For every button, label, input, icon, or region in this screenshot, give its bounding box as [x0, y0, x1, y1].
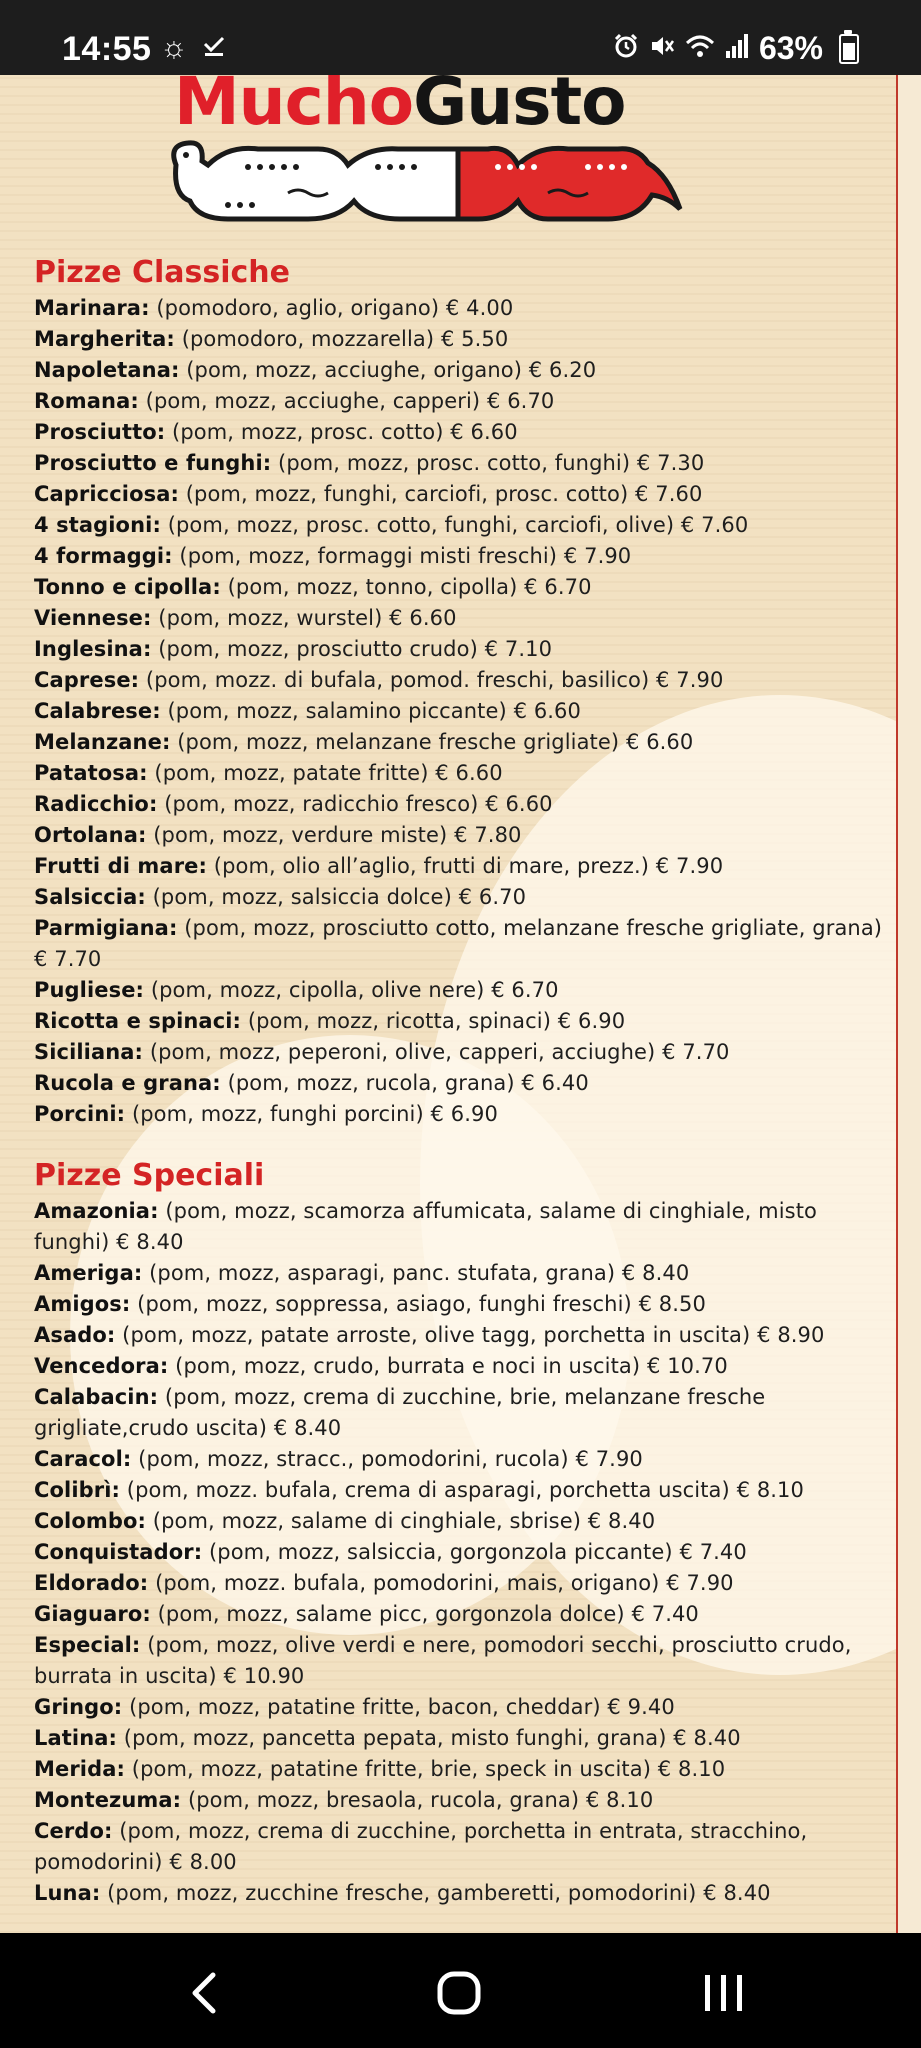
menu-item-name: Marinara:	[34, 296, 150, 320]
logo	[168, 75, 688, 225]
navigation-bar	[0, 1933, 921, 2048]
menu-item-name: Prosciutto e funghi:	[34, 451, 272, 475]
menu-item	[34, 1754, 894, 1785]
menu-item-description: (pom, mozz, crudo, burrata e noci in uscita) € 10.70	[168, 1354, 728, 1378]
menu-item	[34, 293, 894, 324]
menu-item	[34, 572, 894, 603]
menu-item-description: (pom, mozz, rucola, grana) € 6.40	[220, 1071, 589, 1095]
signal-icon	[725, 30, 749, 67]
menu-item	[34, 789, 894, 820]
menu-item-description: (pom, mozz, acciughe, origano) € 6.20	[179, 358, 597, 382]
menu-item-description: (pom, mozz, asparagi, panc. stufata, grana) € 8.40	[142, 1261, 690, 1285]
menu-item-description: (pom, mozz, prosciutto cotto, melanzane fresche grigliate, grana) € 7.70	[34, 916, 883, 971]
status-time: 14:55	[62, 30, 152, 68]
menu-item-description: (pom, mozz, salsiccia, gorgonzola piccante) € 7.40	[202, 1540, 747, 1564]
menu-item	[34, 603, 894, 634]
menu-item	[34, 1258, 894, 1289]
logo-snake-icon	[168, 135, 688, 225]
menu-item	[34, 1723, 894, 1754]
menu-item-name: Especial:	[34, 1633, 141, 1657]
menu-item-description: (pom, mozz, formaggi misti freschi) € 7.90	[172, 544, 632, 568]
menu-item-description: (pom, mozz, scamorza affumicata, salame di cinghiale, misto funghi) € 8.40	[34, 1199, 817, 1254]
menu-item-description: (pom, mozz, salame picc, gorgonzola dolce) € 7.40	[150, 1602, 699, 1626]
menu-item-name: Calabrese:	[34, 699, 161, 723]
menu-item	[34, 1196, 894, 1258]
menu-item-description: (pom, mozz, salame di cinghiale, sbrise) € 8.40	[146, 1509, 656, 1533]
menu-item-name: Rucola e grana:	[34, 1071, 221, 1095]
menu-item-description: (pom, mozz, ricotta, spinaci) € 6.90	[241, 1009, 626, 1033]
menu-item	[34, 665, 894, 696]
menu-item-name: Parmigiana:	[34, 916, 178, 940]
menu-item-name: Inglesina:	[34, 637, 152, 661]
menu-item-description: (pom, mozz, prosc. cotto, funghi, carciofi, olive) € 7.60	[160, 513, 749, 537]
menu-item-name: Latina:	[34, 1726, 118, 1750]
menu-item-name: Conquistador:	[34, 1540, 203, 1564]
battery-percent: 63%	[758, 30, 823, 66]
menu-item-name: Prosciutto:	[34, 420, 166, 444]
menu-item-name: Amazonia:	[34, 1199, 159, 1223]
menu-content	[34, 255, 894, 1909]
menu-item-description: (pomodoro, aglio, origano) € 4.00	[149, 296, 514, 320]
menu-item-name: 4 stagioni:	[34, 513, 161, 537]
menu-item-name: Ortolana:	[34, 823, 147, 847]
menu-item	[34, 851, 894, 882]
menu-item-name: Capricciosa:	[34, 482, 179, 506]
menu-item-description: (pom, mozz, crema di zucchine, porchetta in entrata, stracchino, pomodorini) € 8.00	[34, 1819, 808, 1874]
menu-item-description: (pom, mozz, patatine fritte, bacon, cheddar) € 9.40	[122, 1695, 675, 1719]
menu-item-description: (pom, mozz, funghi porcini) € 6.90	[125, 1102, 498, 1126]
section-title: Pizze Classiche	[34, 255, 291, 290]
menu-item-name: Melanzane:	[34, 730, 171, 754]
menu-item-name: Cerdo:	[34, 1819, 113, 1843]
menu-item-name: Radicchio:	[34, 792, 158, 816]
menu-item-description: (pom, mozz, patate fritte) € 6.60	[147, 761, 503, 785]
menu-item-name: Colombo:	[34, 1509, 147, 1533]
status-right-icons	[613, 30, 859, 67]
menu-item	[34, 1382, 894, 1444]
menu-item	[34, 1506, 894, 1537]
menu-item-name: Calabacin:	[34, 1385, 159, 1409]
sun-icon: ☼	[160, 31, 188, 64]
menu-item	[34, 355, 894, 386]
status-left-icons	[160, 31, 226, 65]
menu-item-description: (pom, mozz. di bufala, pomod. freschi, basilico) € 7.90	[139, 668, 724, 692]
menu-item-name: Salsiccia:	[34, 885, 146, 909]
menu-item	[34, 1068, 894, 1099]
menu-page[interactable]	[0, 75, 921, 1933]
logo-text: MuchoGusto	[174, 75, 626, 140]
menu-item-description: (pom, mozz, bresaola, rucola, grana) € 8.10	[181, 1788, 654, 1812]
menu-item-description: (pom, mozz, funghi, carciofi, prosc. cotto) € 7.60	[178, 482, 703, 506]
menu-item-name: Porcini:	[34, 1102, 126, 1126]
menu-item	[34, 541, 894, 572]
menu-item-name: Margherita:	[34, 327, 175, 351]
menu-item-name: Colibrì:	[34, 1478, 121, 1502]
menu-item-description: (pom, mozz. bufala, crema di asparagi, porchetta uscita) € 8.10	[120, 1478, 804, 1502]
menu-item	[34, 758, 894, 789]
menu-item-name: Siciliana:	[34, 1040, 144, 1064]
menu-item-description: (pom, mozz, prosc. cotto, funghi) € 7.30	[271, 451, 705, 475]
menu-item	[34, 1568, 894, 1599]
menu-item-name: Ricotta e spinaci:	[34, 1009, 242, 1033]
menu-item-description: (pom, mozz, melanzane fresche grigliate) € 6.60	[170, 730, 694, 754]
menu-item-description: (pom, olio all’aglio, frutti di mare, prezz.) € 7.90	[207, 854, 724, 878]
menu-item	[34, 727, 894, 758]
menu-item	[34, 1785, 894, 1816]
menu-item-description: (pom, mozz, salsiccia dolce) € 6.70	[145, 885, 527, 909]
recents-icon[interactable]	[683, 1963, 763, 2023]
menu-item-name: Merida:	[34, 1757, 125, 1781]
menu-item-name: Viennese:	[34, 606, 152, 630]
alarm-icon	[613, 30, 639, 67]
menu-item	[34, 820, 894, 851]
menu-item-name: 4 formaggi:	[34, 544, 173, 568]
menu-item-description: (pom, mozz, zucchine fresche, gamberetti, pomodorini) € 8.40	[100, 1881, 771, 1905]
menu-item-name: Eldorado:	[34, 1571, 149, 1595]
status-bar	[0, 0, 921, 75]
menu-item	[34, 324, 894, 355]
menu-item	[34, 975, 894, 1006]
menu-item-description: (pom, mozz. bufala, pomodorini, mais, origano) € 7.90	[148, 1571, 734, 1595]
menu-item-description: (pom, mozz, salamino piccante) € 6.60	[160, 699, 581, 723]
section-pizze-classiche	[34, 255, 894, 1130]
menu-item	[34, 696, 894, 727]
menu-item-name: Luna:	[34, 1881, 101, 1905]
menu-item	[34, 1475, 894, 1506]
wifi-icon	[685, 30, 715, 67]
back-icon[interactable]	[165, 1963, 245, 2023]
menu-item-name: Romana:	[34, 389, 139, 413]
menu-item-name: Caprese:	[34, 668, 140, 692]
menu-item	[34, 1599, 894, 1630]
menu-item-name: Patatosa:	[34, 761, 148, 785]
menu-item-name: Vencedora:	[34, 1354, 169, 1378]
menu-item	[34, 1037, 894, 1068]
menu-item	[34, 913, 894, 975]
mute-icon	[649, 30, 675, 67]
menu-item	[34, 1351, 894, 1382]
menu-item-description: (pom, mozz, olive verdi e nere, pomodori secchi, prosciutto crudo, burrata in uscita) € 10.90	[34, 1633, 852, 1688]
menu-item-description: (pom, mozz, patate arroste, olive tagg, porchetta in uscita) € 8.90	[115, 1323, 825, 1347]
menu-item-name: Caracol:	[34, 1447, 132, 1471]
menu-item	[34, 386, 894, 417]
menu-item-name: Pugliese:	[34, 978, 145, 1002]
menu-item-name: Asado:	[34, 1323, 116, 1347]
menu-item-name: Napoletana:	[34, 358, 180, 382]
menu-item	[34, 510, 894, 541]
menu-item-description: (pom, mozz, prosc. cotto) € 6.60	[165, 420, 518, 444]
menu-item-description: (pom, mozz, pancetta pepata, misto funghi, grana) € 8.40	[117, 1726, 741, 1750]
menu-item-description: (pom, mozz, soppressa, asiago, funghi freschi) € 8.50	[130, 1292, 706, 1316]
menu-item-description: (pom, mozz, peperoni, olive, capperi, acciughe) € 7.70	[143, 1040, 730, 1064]
menu-item	[34, 1444, 894, 1475]
menu-item	[34, 1692, 894, 1723]
menu-item	[34, 1537, 894, 1568]
menu-item-description: (pom, mozz, radicchio fresco) € 6.60	[157, 792, 553, 816]
menu-item	[34, 1816, 894, 1878]
menu-item	[34, 1320, 894, 1351]
battery-icon	[839, 34, 859, 64]
menu-item	[34, 479, 894, 510]
menu-item	[34, 1878, 894, 1909]
menu-item-description: (pom, mozz, verdure miste) € 7.80	[146, 823, 522, 847]
menu-item-name: Ameriga:	[34, 1261, 143, 1285]
menu-item-description: (pom, mozz, stracc., pomodorini, rucola) € 7.90	[131, 1447, 643, 1471]
menu-item-name: Tonno e cipolla:	[34, 575, 221, 599]
menu-item-name: Gringo:	[34, 1695, 123, 1719]
menu-item-name: Montezuma:	[34, 1788, 182, 1812]
menu-item	[34, 417, 894, 448]
menu-item-name: Frutti di mare:	[34, 854, 207, 878]
menu-item	[34, 1099, 894, 1130]
menu-item-description: (pom, mozz, crema di zucchine, brie, melanzane fresche grigliate,crudo uscita) € 8.40	[34, 1385, 766, 1440]
section-title: Pizze Speciali	[34, 1158, 265, 1193]
menu-list	[34, 1196, 894, 1909]
menu-item-name: Giaguaro:	[34, 1602, 151, 1626]
menu-item	[34, 1006, 894, 1037]
menu-item	[34, 1630, 894, 1692]
menu-item-name: Amigos:	[34, 1292, 131, 1316]
menu-item-description: (pom, mozz, acciughe, capperi) € 6.70	[138, 389, 555, 413]
menu-item-description: (pomodoro, mozzarella) € 5.50	[174, 327, 509, 351]
section-pizze-speciali	[34, 1158, 894, 1909]
menu-item-description: (pom, mozz, patatine fritte, brie, speck in uscita) € 8.10	[125, 1757, 726, 1781]
menu-item	[34, 1289, 894, 1320]
menu-item-description: (pom, mozz, prosciutto crudo) € 7.10	[151, 637, 553, 661]
menu-item-description: (pom, mozz, cipolla, olive nere) € 6.70	[144, 978, 559, 1002]
check-icon	[202, 31, 226, 65]
menu-list	[34, 293, 894, 1130]
adjacent-page-edge	[898, 75, 921, 1933]
menu-item	[34, 634, 894, 665]
menu-item	[34, 882, 894, 913]
menu-item-description: (pom, mozz, tonno, cipolla) € 6.70	[220, 575, 592, 599]
home-icon[interactable]	[420, 1963, 500, 2023]
menu-item-description: (pom, mozz, wurstel) € 6.60	[151, 606, 457, 630]
menu-item	[34, 448, 894, 479]
